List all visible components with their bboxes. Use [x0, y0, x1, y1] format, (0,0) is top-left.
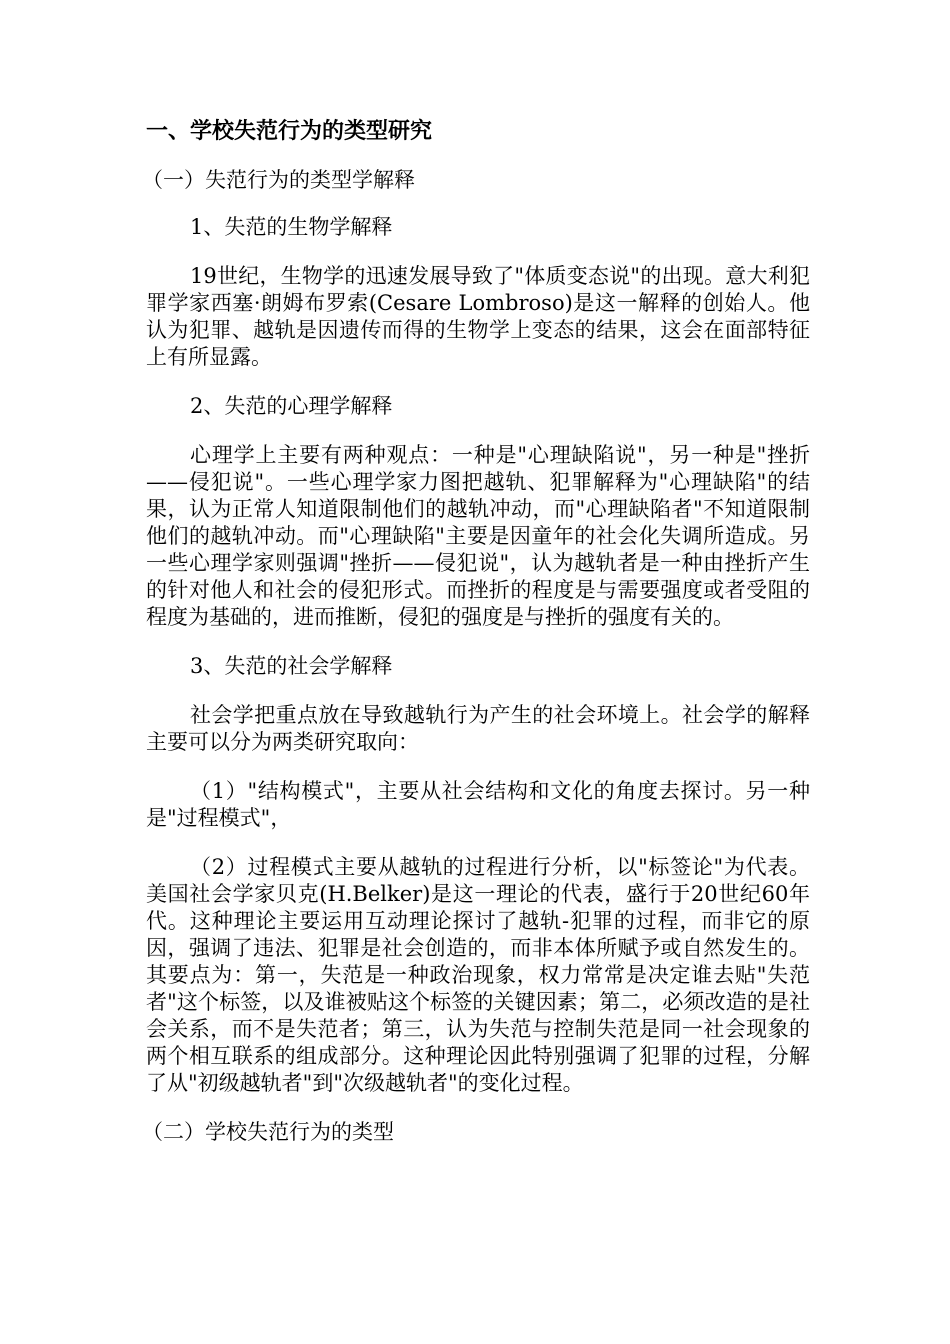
paragraph-psychology: 心理学上主要有两种观点：一种是"心理缺陷说"，另一种是"挫折——侵犯说"。一些心理学家力图把越轨、犯罪解释为"心理缺陷"的结果，认为正常人知道限制他们的越轨冲动，而"心理缺陷者"不知道限制他们的越轨冲动。而"心理缺陷"主要是因童年的社会化失调所造成。另一些心理学家则强调"挫折——侵犯说"，认为越轨者是一种由挫折产生的针对他人和社会的侵犯形式。而挫折的程度是与需要强度或者受阻的程度为基础的，进而推断，侵犯的强度是与挫折的强度有关的。	[146, 443, 810, 629]
document-page	[142, 118, 810, 1166]
section-heading-1: （一）失范行为的类型学解释	[142, 168, 415, 192]
paragraph-biology: 19世纪，生物学的迅速发展导致了"体质变态说"的出现。意大利犯罪学家西塞·朗姆布罗索(Cesare Lombroso)是这一解释的创始人。他认为犯罪、越轨是因遗传而得的生物学上变态的结果，这会在面部特征上有所显露。	[146, 264, 810, 369]
paragraph-sociology: 社会学把重点放在导致越轨行为产生的社会环境上。社会学的解释主要可以分为两类研究取向：	[146, 703, 810, 754]
paragraph-structure-model: （1）"结构模式"，主要从社会结构和文化的角度去探讨。另一种是"过程模式"，	[146, 779, 810, 830]
paragraph-process-model: （2）过程模式主要从越轨的过程进行分析，以"标签论"为代表。美国社会学家贝克(H.Belker)是这一理论的代表，盛行于20世纪60年代。这种理论主要运用互动理论探讨了越轨-犯罪的过程，而非它的原因，强调了违法、犯罪是社会创造的，而非本体所赋予或自然发生的。其要点为：第一，失范是一种政治现象，权力常常是决定谁去贴"失范者"这个标签，以及谁被贴这个标签的关键因素；第二，必须改造的是社会关系，而不是失范者；第三，认为失范与控制失范是同一社会现象的两个相互联系的组成部分。这种理论因此特别强调了犯罪的过程，分解了从"初级越轨者"到"次级越轨者"的变化过程。	[146, 855, 810, 1095]
subsection-heading-1: 1、失范的生物学解释	[190, 215, 393, 239]
subsection-heading-2: 2、失范的心理学解释	[190, 394, 393, 418]
subsection-heading-3: 3、失范的社会学解释	[190, 654, 393, 678]
section-heading-2: （二）学校失范行为的类型	[142, 1120, 394, 1144]
document-title: 一、学校失范行为的类型研究	[146, 118, 433, 144]
